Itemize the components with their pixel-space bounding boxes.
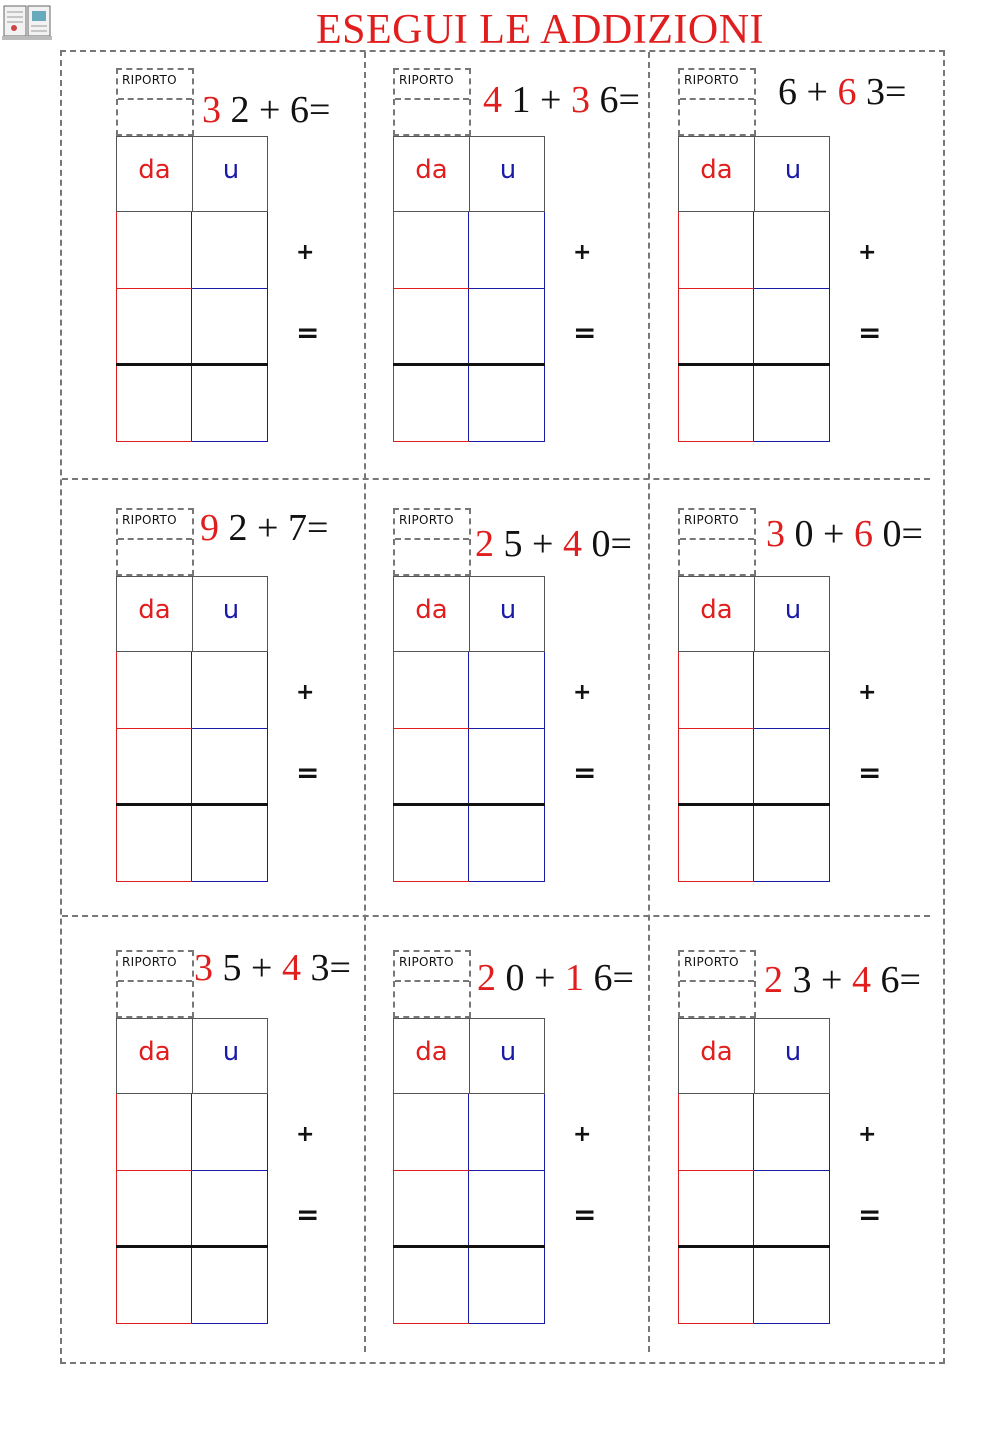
second-addend-units: 7 — [287, 507, 307, 549]
first-addend-tens: 9 — [200, 507, 219, 549]
column-addition-grid — [678, 136, 832, 442]
riporto-label: RIPORTO — [399, 955, 454, 969]
units-left-border — [468, 1094, 469, 1324]
equals-sign: = — [901, 513, 923, 555]
addition-problem — [764, 958, 921, 1002]
riporto-divider — [118, 538, 192, 540]
grid-header — [678, 1018, 830, 1094]
column-addition-grid — [116, 136, 270, 442]
units-row-line — [469, 1170, 545, 1171]
riporto-divider — [395, 98, 469, 100]
units-header: u — [499, 155, 517, 185]
plus-sign: + — [858, 1122, 877, 1147]
grid-body[interactable] — [393, 652, 545, 882]
plus-sign: + — [296, 680, 315, 705]
plus-operator: + — [251, 947, 273, 989]
units-header: u — [222, 1037, 240, 1067]
second-addend-tens: 4 — [281, 947, 301, 989]
grid-body[interactable] — [678, 212, 830, 442]
grid-header — [393, 576, 545, 652]
tens-bottom-border — [393, 1323, 469, 1324]
first-addend-units: 6 — [778, 71, 797, 113]
units-bottom-border — [192, 1323, 268, 1324]
tens-header: da — [700, 595, 733, 625]
sum-line — [116, 803, 268, 806]
second-addend-units: 6 — [880, 959, 900, 1001]
tens-header: da — [138, 155, 171, 185]
riporto-box[interactable] — [116, 950, 194, 1018]
addition-problem — [475, 522, 632, 566]
riporto-label: RIPORTO — [684, 73, 739, 87]
equals-sign-marker: = — [296, 756, 320, 789]
first-addend-units: 2 — [230, 89, 250, 131]
units-row-line — [192, 288, 268, 289]
second-addend-tens: 6 — [837, 71, 857, 113]
sum-line — [393, 803, 545, 806]
riporto-label: RIPORTO — [122, 73, 177, 87]
units-header: u — [222, 155, 240, 185]
plus-operator: + — [540, 79, 562, 121]
first-addend-units: 2 — [228, 507, 248, 549]
equals-sign: = — [306, 507, 329, 549]
riporto-divider — [680, 538, 754, 540]
units-bottom-border — [469, 441, 545, 442]
riporto-label: RIPORTO — [684, 513, 739, 527]
tens-row-line — [678, 728, 754, 729]
units-right-border — [267, 652, 268, 882]
plus-operator: + — [257, 507, 279, 549]
addition-problem — [477, 956, 634, 1000]
equals-sign-marker: = — [573, 1198, 597, 1231]
first-addend-tens: 4 — [483, 79, 502, 121]
row-divider — [62, 478, 930, 480]
equals-sign-marker: = — [858, 316, 882, 349]
riporto-label: RIPORTO — [399, 73, 454, 87]
units-row-line — [754, 288, 830, 289]
plus-operator: + — [806, 71, 828, 113]
first-addend-units: 1 — [511, 79, 531, 121]
plus-sign: + — [573, 680, 592, 705]
equals-sign: = — [612, 957, 634, 999]
units-bottom-border — [754, 1323, 830, 1324]
tens-left-border — [393, 212, 394, 442]
riporto-divider — [680, 98, 754, 100]
column-addition-grid — [393, 1018, 547, 1324]
tens-bottom-border — [678, 881, 754, 882]
first-addend-tens: 3 — [766, 513, 785, 555]
units-row-line — [754, 1170, 830, 1171]
column-addition-grid — [393, 576, 547, 882]
units-right-border — [829, 1094, 830, 1324]
units-right-border — [267, 1094, 268, 1324]
sum-line — [116, 363, 268, 366]
tens-left-border — [393, 652, 394, 882]
second-addend-units: 0 — [882, 513, 902, 555]
second-addend-tens: 1 — [564, 957, 584, 999]
riporto-divider — [118, 980, 192, 982]
grid-header — [393, 1018, 545, 1094]
riporto-divider — [395, 538, 469, 540]
grid-body[interactable] — [393, 1094, 545, 1324]
grid-header — [116, 1018, 268, 1094]
plus-operator: + — [821, 959, 843, 1001]
equals-sign: = — [329, 947, 351, 989]
riporto-box[interactable] — [116, 508, 194, 576]
units-left-border — [753, 1094, 754, 1324]
tens-header: da — [700, 1037, 733, 1067]
riporto-divider — [118, 98, 192, 100]
tens-row-line — [678, 1170, 754, 1171]
second-addend-units: 0 — [591, 523, 611, 565]
column-addition-grid — [678, 1018, 832, 1324]
units-row-line — [754, 728, 830, 729]
units-row-line — [192, 1170, 268, 1171]
sum-line — [678, 1245, 830, 1248]
grid-body[interactable] — [678, 1094, 830, 1324]
sum-line — [393, 1245, 545, 1248]
second-addend-units: 6 — [289, 89, 309, 131]
tens-bottom-border — [116, 441, 192, 442]
units-bottom-border — [192, 441, 268, 442]
plus-operator: + — [823, 513, 845, 555]
riporto-label: RIPORTO — [399, 513, 454, 527]
plus-sign: + — [296, 240, 315, 265]
units-header: u — [499, 1037, 517, 1067]
tens-row-line — [116, 288, 192, 289]
units-header: u — [784, 155, 802, 185]
column-addition-grid — [393, 136, 547, 442]
first-addend-tens: 2 — [764, 959, 783, 1001]
tens-row-line — [678, 288, 754, 289]
plus-sign: + — [573, 240, 592, 265]
tens-left-border — [116, 1094, 117, 1324]
tens-header: da — [415, 595, 448, 625]
units-left-border — [191, 212, 192, 442]
tens-header: da — [138, 1037, 171, 1067]
tens-header: da — [700, 155, 733, 185]
plus-operator: + — [259, 89, 281, 131]
units-header: u — [784, 595, 802, 625]
units-header: u — [222, 595, 240, 625]
plus-sign: + — [296, 1122, 315, 1147]
first-addend-units: 0 — [505, 957, 525, 999]
sum-line — [393, 363, 545, 366]
units-right-border — [829, 652, 830, 882]
column-addition-grid — [116, 576, 270, 882]
units-left-border — [191, 652, 192, 882]
second-addend-units: 6 — [599, 79, 619, 121]
first-addend-units: 0 — [794, 513, 814, 555]
plus-sign: + — [858, 680, 877, 705]
units-left-border — [468, 652, 469, 882]
units-row-line — [192, 728, 268, 729]
tens-bottom-border — [393, 441, 469, 442]
tens-header: da — [138, 595, 171, 625]
tens-row-line — [393, 288, 469, 289]
tens-left-border — [393, 1094, 394, 1324]
riporto-box[interactable] — [393, 508, 471, 576]
units-row-line — [469, 288, 545, 289]
addition-problem — [194, 946, 351, 990]
equals-sign-marker: = — [296, 1198, 320, 1231]
units-left-border — [468, 212, 469, 442]
equals-sign-marker: = — [858, 756, 882, 789]
grid-header — [678, 576, 830, 652]
units-right-border — [829, 212, 830, 442]
grid-header — [678, 136, 830, 212]
row-divider — [62, 915, 930, 917]
tens-left-border — [116, 652, 117, 882]
tens-bottom-border — [678, 441, 754, 442]
units-bottom-border — [192, 881, 268, 882]
plus-sign: + — [858, 240, 877, 265]
first-addend-tens: 3 — [202, 89, 221, 131]
second-addend-tens: 6 — [853, 513, 873, 555]
riporto-divider — [680, 980, 754, 982]
equals-sign: = — [899, 959, 921, 1001]
grid-header — [116, 576, 268, 652]
equals-sign-marker: = — [296, 316, 320, 349]
riporto-box[interactable] — [116, 68, 194, 136]
sum-line — [678, 803, 830, 806]
first-addend-units: 5 — [222, 947, 242, 989]
tens-bottom-border — [116, 1323, 192, 1324]
column-addition-grid — [678, 576, 832, 882]
first-addend-units: 3 — [792, 959, 812, 1001]
units-right-border — [544, 212, 545, 442]
plus-operator: + — [534, 957, 556, 999]
grid-body[interactable] — [116, 212, 268, 442]
grid-body[interactable] — [116, 652, 268, 882]
second-addend-units: 3 — [865, 71, 885, 113]
tens-left-border — [678, 212, 679, 442]
addition-problem — [766, 512, 923, 556]
equals-sign: = — [884, 71, 907, 113]
riporto-label: RIPORTO — [684, 955, 739, 969]
equals-sign-marker: = — [858, 1198, 882, 1231]
riporto-label: RIPORTO — [122, 955, 177, 969]
units-bottom-border — [754, 881, 830, 882]
second-addend-tens: 4 — [851, 959, 871, 1001]
riporto-box[interactable] — [678, 508, 756, 576]
units-header: u — [499, 595, 517, 625]
first-addend-tens: 2 — [477, 957, 496, 999]
second-addend-tens: 4 — [562, 523, 582, 565]
addition-problem — [778, 70, 906, 114]
grid-header — [116, 136, 268, 212]
column-divider — [648, 52, 650, 1352]
grid-body[interactable] — [678, 652, 830, 882]
sum-line — [116, 1245, 268, 1248]
riporto-box[interactable] — [393, 950, 471, 1018]
units-bottom-border — [754, 441, 830, 442]
units-row-line — [469, 728, 545, 729]
units-bottom-border — [469, 881, 545, 882]
addition-problem — [483, 78, 640, 122]
tens-header: da — [415, 1037, 448, 1067]
addition-problem — [202, 88, 330, 132]
tens-header: da — [415, 155, 448, 185]
riporto-box[interactable] — [393, 68, 471, 136]
riporto-box[interactable] — [678, 68, 756, 136]
tens-row-line — [393, 728, 469, 729]
tens-left-border — [678, 1094, 679, 1324]
grid-body[interactable] — [393, 212, 545, 442]
riporto-divider — [395, 980, 469, 982]
addition-problem — [200, 506, 328, 550]
units-right-border — [544, 1094, 545, 1324]
units-left-border — [753, 652, 754, 882]
tens-row-line — [116, 1170, 192, 1171]
column-addition-grid — [116, 1018, 270, 1324]
units-right-border — [267, 212, 268, 442]
first-addend-tens: 3 — [194, 947, 213, 989]
tens-left-border — [116, 212, 117, 442]
first-addend-tens: 2 — [475, 523, 494, 565]
equals-sign: = — [618, 79, 640, 121]
units-right-border — [544, 652, 545, 882]
plus-operator: + — [532, 523, 554, 565]
sum-line — [678, 363, 830, 366]
second-addend-tens: 3 — [570, 79, 590, 121]
tens-left-border — [678, 652, 679, 882]
tens-row-line — [116, 728, 192, 729]
units-left-border — [191, 1094, 192, 1324]
tens-bottom-border — [678, 1323, 754, 1324]
tens-row-line — [393, 1170, 469, 1171]
units-header: u — [784, 1037, 802, 1067]
first-addend-units: 5 — [503, 523, 523, 565]
equals-sign: = — [610, 523, 632, 565]
units-bottom-border — [469, 1323, 545, 1324]
page-title: ESEGUI LE ADDIZIONI — [315, 7, 765, 53]
grid-body[interactable] — [116, 1094, 268, 1324]
riporto-label: RIPORTO — [122, 513, 177, 527]
grid-header — [393, 136, 545, 212]
equals-sign-marker: = — [573, 316, 597, 349]
riporto-box[interactable] — [678, 950, 756, 1018]
second-addend-units: 6 — [593, 957, 613, 999]
units-left-border — [753, 212, 754, 442]
plus-sign: + — [573, 1122, 592, 1147]
column-divider — [364, 52, 366, 1352]
tens-bottom-border — [116, 881, 192, 882]
tens-bottom-border — [393, 881, 469, 882]
equals-sign-marker: = — [573, 756, 597, 789]
second-addend-units: 3 — [310, 947, 330, 989]
equals-sign: = — [308, 89, 331, 131]
